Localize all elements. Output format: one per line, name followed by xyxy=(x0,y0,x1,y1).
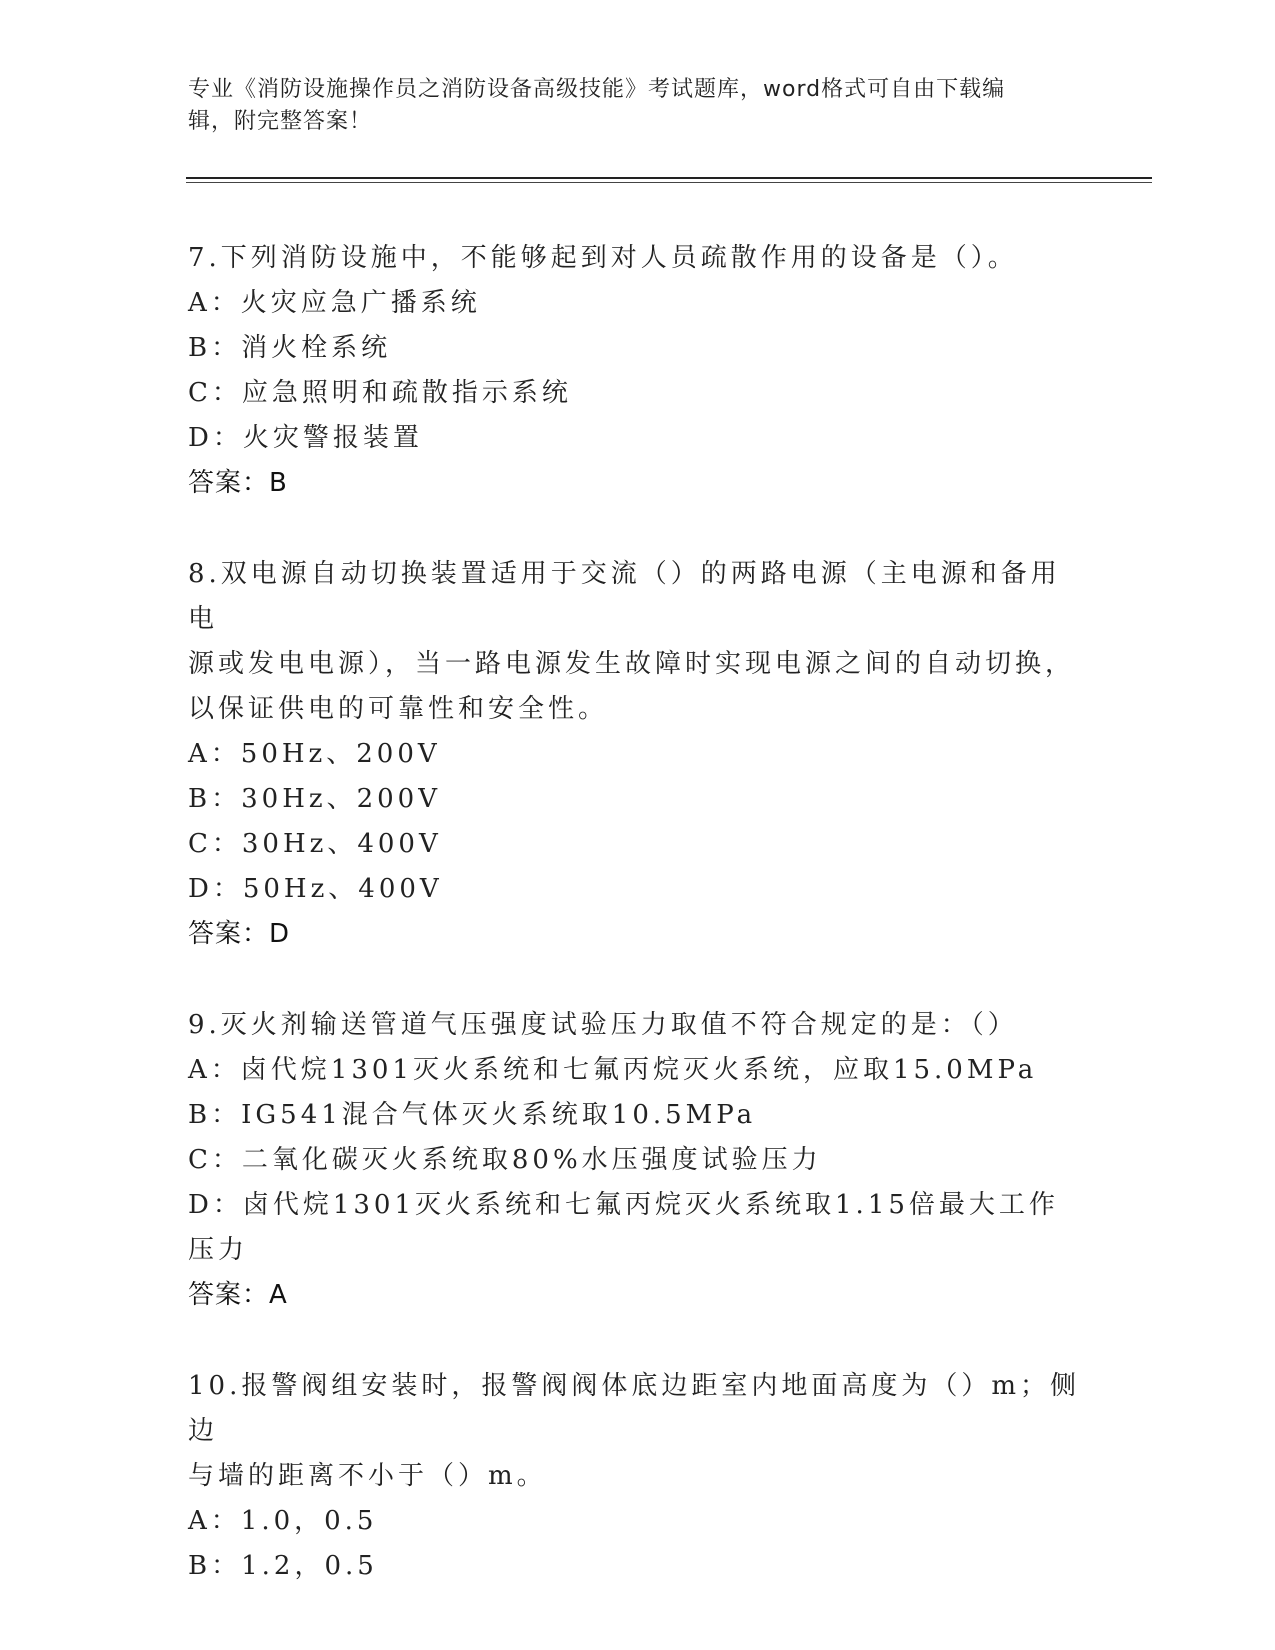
question-8 xyxy=(188,552,1088,957)
answer: 答案：D xyxy=(188,919,291,949)
header-line-1: 专业《消防设施操作员之消防设备高级技能》考试题库，word格式可自由下载编 xyxy=(188,77,1006,102)
option-a: A：火灾应急广播系统 xyxy=(188,288,481,318)
header-divider-thin xyxy=(186,182,1152,183)
option-a: A：卤代烷1301灭火系统和七氟丙烷灭火系统，应取15.0MPa xyxy=(188,1055,1038,1085)
option-c: C：二氧化碳灭火系统取80%水压强度试验压力 xyxy=(188,1145,822,1175)
option-b: B：1.2，0.5 xyxy=(188,1551,378,1581)
document-header xyxy=(188,74,1068,138)
question-text-line-2: 源或发电电源），当一路电源发生故障时实现电源之间的自动切换， xyxy=(188,649,1076,679)
question-list xyxy=(188,236,1088,1635)
option-a: A：1.0，0.5 xyxy=(188,1506,378,1536)
answer: 答案：B xyxy=(188,468,288,498)
option-d: D：火灾警报装置 xyxy=(188,423,423,453)
question-text-line-1: 8.双电源自动切换装置适用于交流（）的两路电源（主电源和备用电 xyxy=(188,559,1061,634)
question-text: 7.下列消防设施中，不能够起到对人员疏散作用的设备是（）。 xyxy=(188,243,1018,273)
option-b: B：消火栓系统 xyxy=(188,333,392,363)
header-divider xyxy=(186,177,1152,179)
option-a: A：50Hz、200V xyxy=(188,739,441,769)
option-d: D：50Hz、400V xyxy=(188,874,443,904)
question-text-line-2: 与墙的距离不小于（）m。 xyxy=(188,1461,547,1491)
option-b: B：IG541混合气体灭火系统取10.5MPa xyxy=(188,1100,757,1130)
question-text-line-3: 以保证供电的可靠性和安全性。 xyxy=(188,694,609,724)
option-c: C：应急照明和疏散指示系统 xyxy=(188,378,572,408)
question-7 xyxy=(188,236,1088,506)
option-b: B：30Hz、200V xyxy=(188,784,441,814)
option-d: D：卤代烷1301灭火系统和七氟丙烷灭火系统取1.15倍最大工作压力 xyxy=(188,1190,1059,1265)
answer: 答案：A xyxy=(188,1280,288,1310)
question-text-line-1: 10.报警阀组安装时，报警阀阀体底边距室内地面高度为（）m；侧边 xyxy=(188,1371,1081,1446)
question-9 xyxy=(188,1003,1088,1318)
question-10 xyxy=(188,1364,1088,1589)
header-line-2: 辑，附完整答案！ xyxy=(188,109,373,134)
question-text: 9.灭火剂输送管道气压强度试验压力取值不符合规定的是：（） xyxy=(188,1010,1018,1040)
option-c: C：30Hz、400V xyxy=(188,829,442,859)
